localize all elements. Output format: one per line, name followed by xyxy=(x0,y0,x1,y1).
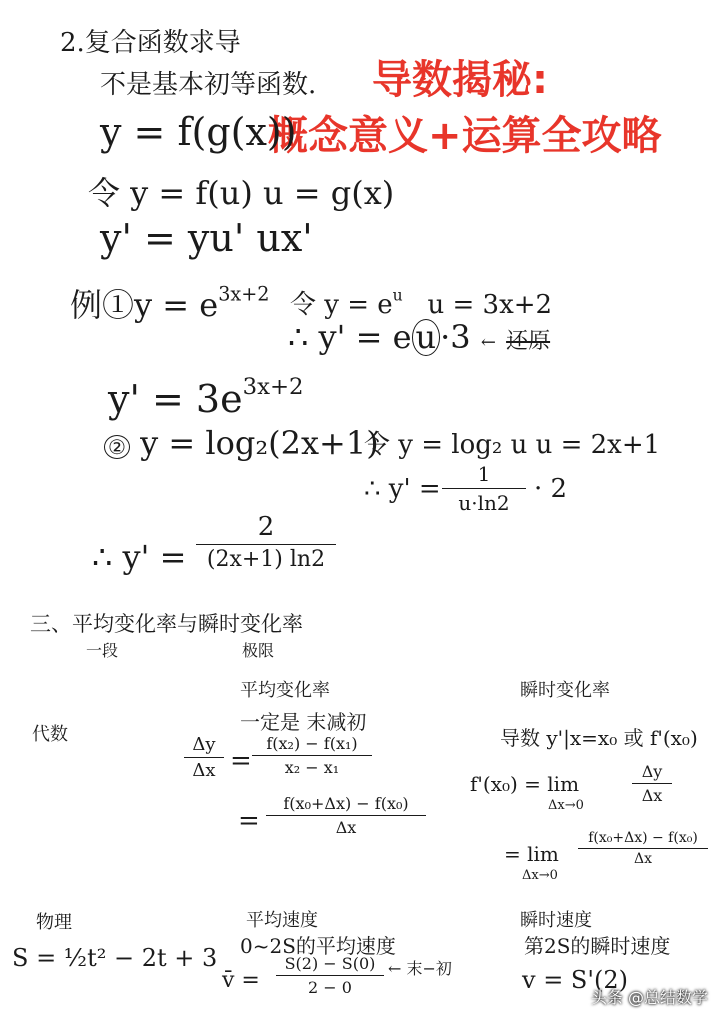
example2-deriv-fraction xyxy=(442,462,526,515)
physics-label: 物理 xyxy=(36,912,72,933)
inst-lhs: f'(x₀) = lim xyxy=(470,772,580,796)
example1-result-base: y' = 3e xyxy=(108,377,243,422)
inst-derivative-notation: 导数 y'|x=x₀ 或 f'(x₀) xyxy=(500,726,698,750)
inst-num2: f(x₀+Δx) − f(x₀) xyxy=(588,830,698,846)
example2-result-prefix: ∴ y' = xyxy=(92,538,187,576)
inst-fraction-2 xyxy=(578,830,708,867)
example1-let: 令 y = e xyxy=(290,290,393,320)
inst-speed-desc: 第2S的瞬时速度 xyxy=(524,934,671,958)
dy: Δy xyxy=(192,734,216,755)
inst-frac-num: Δy xyxy=(641,762,663,781)
avg-speed-num: S(2) − S(0) xyxy=(284,954,376,973)
inst-lim-sub: Δx→0 xyxy=(548,798,584,813)
avg-fraction-2 xyxy=(266,794,426,837)
example1-deriv-factor: ·3 xyxy=(440,318,471,356)
dx: Δx xyxy=(192,760,216,781)
section3-heading: 三、平均变化率与瞬时变化率 xyxy=(30,612,303,636)
avg-speed-title: 平均速度 xyxy=(246,910,318,931)
avg-eq2: = xyxy=(238,806,260,836)
inst-frac-den: Δx xyxy=(641,786,663,805)
avg-den1: x₂ − x₁ xyxy=(284,758,340,777)
avg-fraction-1 xyxy=(252,734,372,777)
avg-num2: f(x₀+Δx) − f(x₀) xyxy=(283,794,409,813)
example2-expr: y = log₂(2x+1) xyxy=(140,424,379,462)
page-title-line2: 概念意义+运算全攻略 xyxy=(268,113,662,159)
example1-derivative: ∴ y' = e u ·3 ← 还原 xyxy=(288,318,551,356)
inst-speed-title: 瞬时速度 xyxy=(520,910,592,931)
inst-rate-title: 瞬时变化率 xyxy=(520,680,610,701)
example1-restore: 还原 xyxy=(506,329,551,354)
physics-formula: S = ½t² − 2t + 3 xyxy=(12,944,218,972)
avg-num1: f(x₂) − f(x₁) xyxy=(266,734,358,753)
example2-result-num: 2 xyxy=(257,512,275,542)
section2-heading: 2.复合函数求导 xyxy=(60,28,241,58)
example1-deriv-base: ∴ y' = e xyxy=(288,318,412,356)
avg-speed-lhs: v̄ = xyxy=(222,968,260,993)
inst-lim2: = lim xyxy=(504,842,559,866)
inst-speed-formula: v = S'(2) xyxy=(522,966,628,994)
example2-function xyxy=(104,424,379,462)
example2-label: ② xyxy=(104,435,130,459)
inst-lim2-sub: Δx→0 xyxy=(522,868,558,883)
section3-note-right: 极限 xyxy=(242,641,275,660)
example1-function xyxy=(70,280,270,326)
example2-deriv-prefix: ∴ y' = xyxy=(364,474,441,504)
example1-label: 例① xyxy=(70,286,135,324)
example2-result-fraction xyxy=(196,512,336,572)
avg-den2: Δx xyxy=(335,818,357,837)
inst-fraction-1 xyxy=(632,762,672,805)
inst-den2: Δx xyxy=(633,851,652,867)
example1-substitution xyxy=(290,284,552,321)
page-title-line1: 导数揭秘: xyxy=(372,57,548,103)
watermark: 头条 @总结数学 xyxy=(590,988,708,1007)
example2-deriv-den: u·ln2 xyxy=(458,491,510,515)
chain-rule: y' = yu' ux' xyxy=(100,216,313,260)
composite-formula: y = f(g(x)) xyxy=(100,110,297,154)
example2-deriv-num: 1 xyxy=(477,462,491,486)
dy-over-dx xyxy=(184,734,224,781)
section2-note: 不是基本初等函数. xyxy=(100,70,317,100)
avg-rate-note: 一定是 末减初 xyxy=(240,710,367,734)
avg-speed-desc: 0~2S的平均速度 xyxy=(240,934,396,958)
substitution: 令 y = f(u) u = g(x) xyxy=(88,174,395,212)
avg-eq1: = xyxy=(230,746,252,776)
avg-speed-fraction xyxy=(276,954,384,997)
avg-speed-note: ← 末−初 xyxy=(388,959,452,978)
example1-circled-u: u xyxy=(412,319,441,356)
example1-base: y = e xyxy=(134,286,219,324)
algebra-label: 代数 xyxy=(32,724,68,745)
avg-speed-den: 2 − 0 xyxy=(308,978,352,997)
example1-result xyxy=(108,374,304,421)
example1-u: u = 3x+2 xyxy=(427,290,553,320)
example2-result-den: (2x+1) ln2 xyxy=(206,547,326,572)
example1-exponent: 3x+2 xyxy=(218,282,270,306)
example2-substitution: 令 y = log₂ u u = 2x+1 xyxy=(364,430,661,460)
avg-rate-title: 平均变化率 xyxy=(240,680,330,701)
example2-deriv-suffix: · 2 xyxy=(534,474,568,504)
example1-result-exp: 3x+2 xyxy=(242,374,304,400)
example1-let-exp: u xyxy=(392,286,403,305)
section3-note-left: 一段 xyxy=(86,641,119,660)
